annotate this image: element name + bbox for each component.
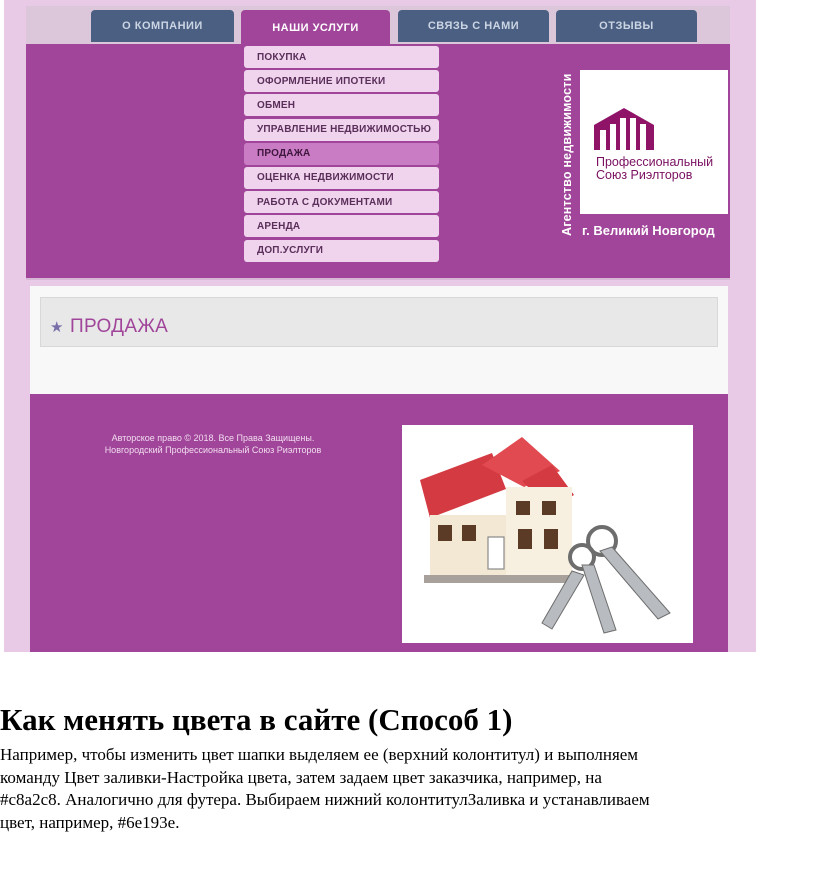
menu-item-mortgage[interactable]: ОФОРМЛЕНИЕ ИПОТЕКИ — [244, 70, 439, 92]
copyright-line-1: Авторское право © 2018. Все Права Защищены. — [111, 433, 315, 443]
copyright — [90, 432, 336, 456]
menu-item-documents[interactable]: РАБОТА С ДОКУМЕНТАМИ — [244, 191, 439, 213]
tab-reviews[interactable]: ОТЗЫВЫ — [556, 10, 697, 42]
doc-heading: Как менять цвета в сайте (Способ 1) — [0, 702, 513, 737]
copyright-line-2: Новгородский Профессиональный Союз Риэлторов — [104, 445, 322, 455]
house-image — [402, 425, 693, 643]
menu-item-sale[interactable]: ПРОДАЖА — [244, 143, 439, 165]
logo-line-2: Союз Риэлторов — [596, 168, 693, 182]
logo-line-1: Профессиональный — [596, 155, 714, 169]
agency-vertical-label: Агентство недвижимости — [560, 73, 574, 236]
services-dropdown — [244, 46, 439, 264]
tab-services[interactable]: НАШИ УСЛУГИ — [241, 10, 390, 46]
tab-about[interactable]: О КОМПАНИИ — [91, 10, 234, 42]
logo[interactable] — [580, 70, 728, 214]
building-logo-icon — [580, 70, 728, 214]
logo-text — [596, 156, 713, 182]
doc-paragraph: Например, чтобы изменить цвет шапки выделяем ее (верхний колонтитул) и выполняем команду Цвет заливки-Настройка цвета, затем задаем цвет заказчика, например, на #c8a2c8. Аналогично для футера. Выбираем нижний колонтитулЗаливка и устанавливаем цвет, например, #6e193e. — [0, 745, 650, 832]
menu-item-valuation[interactable]: ОЦЕНКА НЕДВИЖИМОСТИ — [244, 167, 439, 189]
star-icon: ★ — [50, 319, 64, 336]
house-with-keys-icon — [402, 425, 693, 643]
menu-item-purchase[interactable]: ПОКУПКА — [244, 46, 439, 68]
menu-item-management[interactable]: УПРАВЛЕНИЕ НЕДВИЖИМОСТЬЮ — [244, 119, 439, 141]
city-label: г. Великий Новгород — [582, 223, 715, 238]
menu-item-extra[interactable]: ДОП.УСЛУГИ — [244, 240, 439, 262]
page-title: ПРОДАЖА — [70, 316, 169, 337]
menu-item-rent[interactable]: АРЕНДА — [244, 215, 439, 237]
tab-contact[interactable]: СВЯЗЬ С НАМИ — [398, 10, 549, 42]
menu-item-exchange[interactable]: ОБМЕН — [244, 94, 439, 116]
